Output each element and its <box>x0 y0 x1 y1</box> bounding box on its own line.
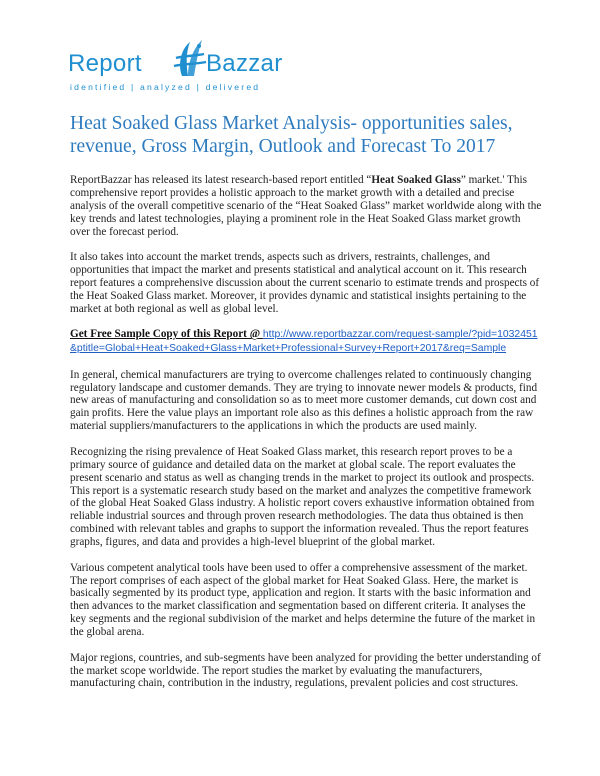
report-bazzar-logo <box>68 36 318 96</box>
logo-word-report: Report <box>68 50 142 77</box>
document-title: Heat Soaked Glass Market Analysis- opportunities sales, revenue, Gross Margin, Outlook and Forecast To 2017 <box>70 113 513 157</box>
sample-request-link[interactable]: http://www.reportbazzar.com/request-sample/?pid=1032451&ptitle=Global+Heat+Soaked+Glass+Market+Professional+Survey+Report+2017&req=Sample <box>70 329 538 355</box>
paragraph-manufacturers: In general, chemical manufacturers are trying to overcome challenges related to continuously changing regulatory landscape and customer demands. They are trying to innovate newer models & products, find new areas of manufacturing and consolidation so as to meet more customer demands, cut down cost and gain profits. Here the value plays an important role also as this defines a holistic approach from the raw material suppliers/manufacturers to the applications in which the products are used mainly. <box>70 368 538 433</box>
paragraph-prevalence: Recognizing the rising prevalence of Heat Soaked Glass market, this research report proves to be a primary source of guidance and detailed data on the market at global scale. The report evaluates the present scenario and status as well as changing trends in the market to project its outlook and prospects. This report is a systematic research study based on the market and analyzes the competitive framework of the global Heat Soaked Glass industry. A holistic report covers exhaustive information obtained from reliable industrial sources and through proven research methodologies. The data thus obtained is then combined with relevant tables and graphs to support the information revealed. Thus the report features graphs, figures, and data and provides a high-level blueprint of the global market. <box>70 445 535 549</box>
sample-request-label: Get Free Sample Copy of this Report @ <box>70 328 263 341</box>
paragraph-intro <box>70 174 542 239</box>
logo-tagline: identified | analyzed | delivered <box>70 82 261 92</box>
paragraph-regions: Major regions, countries, and sub-segments have been analyzed for providing the better understanding of the market scope worldwide. The report studies the market by evaluating the manufacturers, manufacturing chain, contribution in the industry, regulations, prevalent policies and cost structures. <box>70 651 541 690</box>
logo-mark-icon <box>168 36 210 80</box>
sample-request-line <box>70 328 542 356</box>
logo-word-bazzar: Bazzar <box>206 50 283 77</box>
intro-text-start: ReportBazzar has released its latest research-based report entitled “ <box>70 174 372 186</box>
document-body <box>70 174 542 703</box>
paragraph-trends: It also takes into account the market trends, aspects such as drivers, restraints, challenges, and opportunities that impact the market and presents statistical and analytical account on it. This research report features a comprehensive discussion about the current scenario to estimate trends and prospects of the Heat Soaked Glass market. Moreover, it provides dynamic and statistical insights pertaining to the market at both regional as well as global level. <box>70 251 540 315</box>
intro-text-end: ” market.' This comprehensive report provides a holistic approach to the market growth with a detailed and precise analysis of the overall competitive scenario of the “Heat Soaked Glass” market worldwide along with the key trends and latest technologies, playing a prominent role in the Heat Soaked Glass market growth over the forecast period. <box>70 174 542 238</box>
paragraph-analytical-tools: Various competent analytical tools have been used to offer a comprehensive assessment of the market. The report comprises of each aspect of the global market for Heat Soaked Glass. Here, the market is basically segmented by its product type, application and region. It starts with the basic information and then advances to the market classification and segmentation based on different criteria. It analyses the key segments and the regional subdivision of the market and helps determine the future of the market in the global arena. <box>70 561 536 639</box>
intro-bold-product: Heat Soaked Glass <box>371 174 461 186</box>
